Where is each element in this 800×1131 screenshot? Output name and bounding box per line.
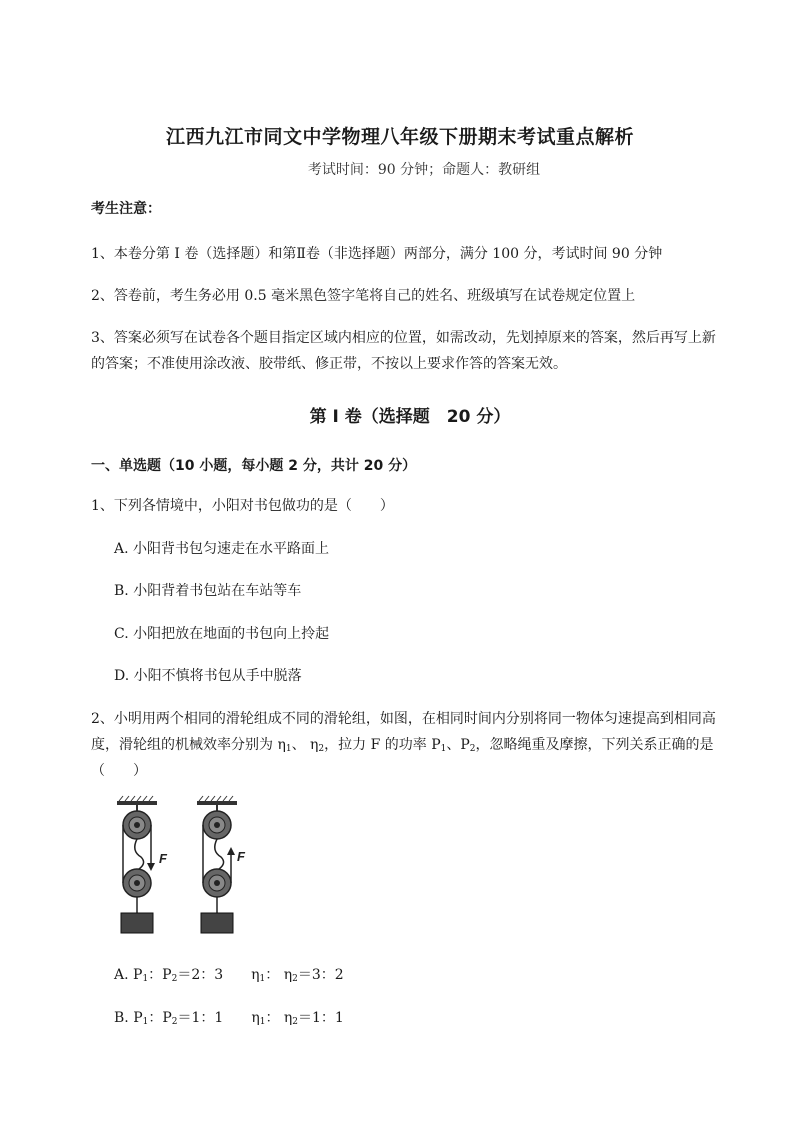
right-weight <box>201 913 233 933</box>
left-pulley-system <box>117 796 168 933</box>
question-1-option-c[interactable]: C. 小阳把放在地面的书包向上拎起 <box>114 626 330 642</box>
right-pulley-system <box>197 796 246 933</box>
section-title: 第 I 卷（选择题 20 分） <box>309 407 511 427</box>
notice-item-3-line2: 的答案；不准使用涂改液、胶带纸、修正带，不按以上要求作答的答案无效。 <box>91 356 567 372</box>
notice-item-1: 1、本卷分第 I 卷（选择题）和第Ⅱ卷（非选择题）两部分，满分 100 分，考试时间 90 分钟 <box>91 246 663 262</box>
left-weight <box>121 913 153 933</box>
question-2-stem-line3: （ ） <box>91 763 147 779</box>
notice-item-3-line1: 3、答案必须写在试卷各个题目指定区域内相应的位置，如需改动，先划掉原来的答案，然后再写上新 <box>91 330 716 346</box>
right-force-label: F <box>237 849 245 864</box>
pulley-diagram-svg <box>103 795 263 940</box>
left-force-label: F <box>159 851 167 866</box>
question-1-stem: 1、下列各情境中，小阳对书包做功的是（ ） <box>91 498 394 514</box>
question-2-stem-line1: 2、小明用两个相同的滑轮组成不同的滑轮组，如图，在相同时间内分别将同一物体匀速提高到相同高 <box>91 711 716 727</box>
page-subtitle: 考试时间：90 分钟；命题人：教研组 <box>307 162 541 178</box>
question-1-option-d[interactable]: D. 小阳不慎将书包从手中脱落 <box>114 668 302 684</box>
notice-heading: 考生注意： <box>91 201 161 217</box>
right-ceiling <box>197 801 237 805</box>
page-title: 江西九江市同文中学物理八年级下册期末考试重点解析 <box>165 126 634 148</box>
left-ceiling <box>117 801 157 805</box>
question-1-option-b[interactable]: B. 小阳背着书包站在车站等车 <box>114 583 302 599</box>
question-2-option-b[interactable]: B. $P_1$：$P_2=1$：1 $\eta_1$： $\eta_2=1$：1 <box>114 1010 344 1027</box>
question-1-option-a[interactable]: A. 小阳背书包匀速走在水平路面上 <box>114 541 330 557</box>
question-2-option-a[interactable]: A. $P_1$：$P_2=2$：3 $\eta_1$： $\eta_2=3$：2 <box>114 967 344 984</box>
question-2-stem-line2: 度，滑轮组的机械效率分别为 $\eta_1$、 $\eta_2$，拉力 F 的功率 $P_1$、$P_2$，忽略绳重及摩擦，下列关系正确的是 <box>91 737 714 754</box>
pulley-diagram <box>103 795 263 940</box>
notice-item-2: 2、答卷前，考生务必用 0.5 毫米黑色签字笔将自己的姓名、班级填写在试卷规定位置上 <box>91 288 636 304</box>
part-heading: 一、单选题（10 小题，每小题 2 分，共计 20 分） <box>91 458 417 474</box>
